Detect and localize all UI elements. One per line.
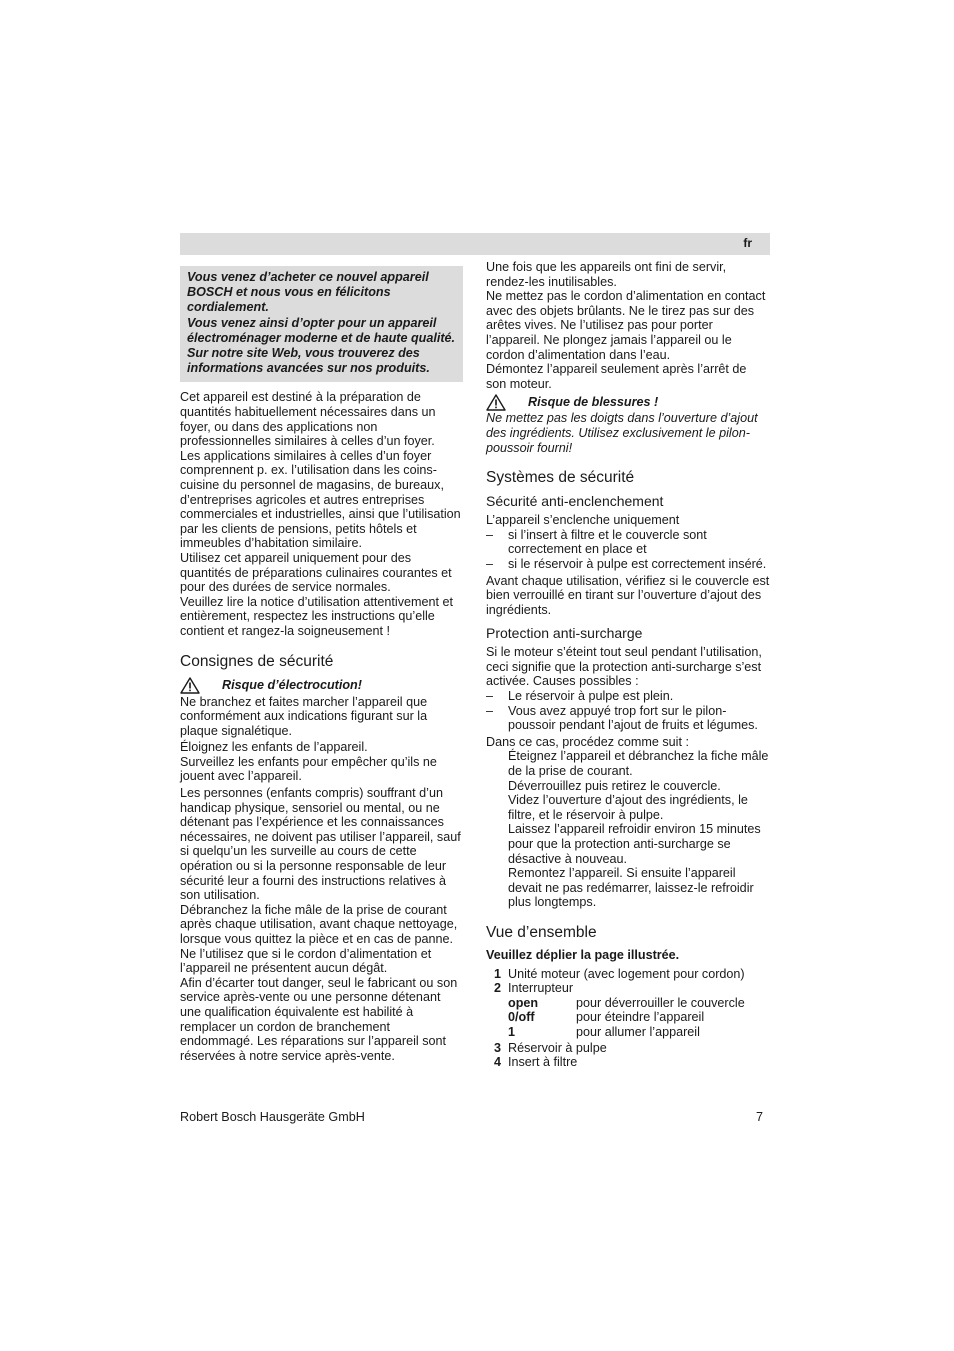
intro-paragraph-2: Vous venez ainsi d’opter pour un appareil électroménager moderne et de haute qualité. Sur notre site Web, vous trouverez des informations avancées sur nos produits. xyxy=(187,315,456,376)
usage-paragraph-3: Utilisez cet appareil uniquement pour des quantités de préparations culinaires courantes et pour des durées de service normales. xyxy=(180,550,452,595)
case-step: Laissez l’appareil refroidir environ 15 minutes pour que la protection anti-surcharge se désactive à nouveau. xyxy=(508,822,761,866)
usage-paragraph-4: Veuillez lire la notice d’utilisation attentivement et entièrement, respectez les instructions qu’elle contient et rangez-la soigneusement ! xyxy=(180,594,454,638)
switch-position-desc: pour éteindre l’appareil xyxy=(576,1010,705,1025)
safety-systems-heading: Systèmes de sécurité xyxy=(486,469,635,487)
switch-position-key: 0/off xyxy=(508,1010,535,1025)
cord-text: Ne mettez pas le cordon d’alimentation en contact avec des objets brûlants. Ne le tirez pas sur des arêtes vives. Ne l’utilisez pas pour porter l’appareil. Ne plongez jamais l’appareil ou le cordon d’alimentation dans l’eau. xyxy=(486,289,766,362)
left-column xyxy=(180,266,463,1063)
switch-position-desc: pour déverrouiller le couvercle xyxy=(576,995,745,1010)
disposal-text: Une fois que les appareils ont fini de servir, rendez-les inutilisables. xyxy=(486,260,727,289)
safety-text-5: Débranchez la fiche mâle de la prise de courant après chaque utilisation, avant chaque nettoyage, lorsque vous quittez la pièce et en cas de panne. xyxy=(180,902,458,947)
injury-warning-title: Risque de blessures ! xyxy=(528,395,659,410)
overload-heading: Protection anti-surcharge xyxy=(486,625,643,642)
parts-item-number: 1 xyxy=(493,966,501,981)
safety-text-6: Ne l’utilisez que si le cordon d’alimentation et l’appareil ne présentent aucun dégât. xyxy=(180,946,432,976)
case-step: Remontez l’appareil. Si ensuite l’appareil devait ne pas redémarrer, laissez-le refroidir plus longtemps. xyxy=(508,866,754,910)
switch-position-desc: pour allumer l’appareil xyxy=(576,1024,700,1039)
anti-start-intro: L’appareil s’enclenche uniquement xyxy=(486,513,680,528)
parts-item xyxy=(486,981,770,996)
list-item-text: Vous avez appuyé trop fort sur le pilon-poussoir pendant l’ajout de fruits et légumes. xyxy=(508,703,758,733)
safety-text-1: Ne branchez et faites marcher l’appareil que conformément aux indications figurant sur la plaque signalétique. xyxy=(180,694,428,738)
overload-intro: Si le moteur s’éteint tout seul pendant l’utilisation, ceci signifie que la protection anti-surcharge s’est activée. Causes possibles : xyxy=(486,645,762,689)
electrocution-warning-title: Risque d’électrocution! xyxy=(222,678,362,693)
intro-paragraph-1: Vous venez d’acheter ce nouvel appareil BOSCH et nous vous en félicitons cordialement. xyxy=(187,270,429,315)
case-step: Videz l’ouverture d’ajout des ingrédients, le filtre, et le réservoir à pulpe. xyxy=(508,793,748,822)
list-item: – si le réservoir à pulpe est correctement inséré. xyxy=(486,556,767,571)
language-code: fr xyxy=(743,236,752,250)
warning-triangle-icon xyxy=(180,677,200,694)
parts-item xyxy=(486,1041,770,1056)
parts-item xyxy=(486,1055,770,1070)
safety-text-3: Surveillez les enfants pour empêcher qu’ils ne jouent avec l’appareil. xyxy=(180,754,437,784)
injury-warning-text: Ne mettez pas les doigts dans l’ouverture d’ajout des ingrédients. Utilisez exclusivement le pilon-poussoir fourni! xyxy=(486,411,758,455)
case-intro: Dans ce cas, procédez comme suit : xyxy=(486,734,689,749)
safety-text-2: Éloignez les enfants de l’appareil. xyxy=(180,740,368,755)
dismantle-text: Démontez l’appareil seulement après l’arrêt de son moteur. xyxy=(486,362,747,391)
list-item-text: si l’insert à filtre et le couvercle sont correctement en place et xyxy=(508,527,707,557)
switch-position-key: 1 xyxy=(508,1024,516,1039)
injury-warning xyxy=(486,393,770,411)
switch-position xyxy=(486,996,770,1011)
electrocution-warning xyxy=(180,677,463,695)
parts-item-number: 4 xyxy=(493,1055,501,1070)
case-step: Éteignez l’appareil et débranchez la fiche mâle de la prise de courant. xyxy=(508,749,769,779)
overview-note: Veuillez déplier la page illustrée. xyxy=(486,947,680,962)
footer-company: Robert Bosch Hausgeräte GmbH xyxy=(180,1110,365,1124)
parts-item-label: Réservoir à pulpe xyxy=(508,1040,607,1055)
parts-item xyxy=(486,967,770,982)
parts-item-number: 3 xyxy=(493,1040,501,1055)
case-step: Déverrouillez puis retirez le couvercle. xyxy=(508,778,721,793)
parts-item-number: 2 xyxy=(493,981,501,996)
usage-paragraph-1: Cet appareil est destiné à la préparation de quantités habituellement nécessaires dans un foyer, ou dans des applications non professionnelles similaires à celles d’un foyer. xyxy=(180,390,436,449)
usage-paragraph-2: Les applications similaires à celles d’un foyer comprennent p. ex. l’utilisation dans les coins-cuisine du personnel de magasins, de bureaux, d’entreprises agricoles et autres entreprises commerciales et industrielles, ainsi que l’utilisation par les clients de pensions, petits hôtels et immeubles d’habitation similaire. xyxy=(180,448,461,551)
list-item: – si l’insert à filtre et le couvercle sont correctement en place et xyxy=(486,528,770,557)
intro-box xyxy=(180,266,463,382)
parts-item-label: Unité moteur (avec logement pour cordon) xyxy=(508,966,745,981)
switch-position xyxy=(486,1010,770,1025)
page-number: 7 xyxy=(756,1110,764,1124)
safety-text-7: Afin d’écarter tout danger, seul le fabricant ou son service après-vente ou une personne détenant une qualification équivalente est habilité à remplacer un cordon de branchement endommagé. Les réparations sur l’appareil sont réservées à notre service après-vente. xyxy=(180,975,458,1063)
anti-start-after: Avant chaque utilisation, vérifiez si le couvercle est bien verrouillé en tirant sur l’ouverture d’ajout des ingrédients. xyxy=(486,573,770,617)
right-column xyxy=(486,260,770,1070)
safety-text-4: Les personnes (enfants compris) souffrant d’un handicap physique, sensoriel ou mental, ou ne détenant pas l’expérience et les connaissances nécessaires, ne doivent pas utiliser l’appareil, sauf si quelqu’un les surveille au cours de cette opération ou si la personne responsable de leur sécurité leur a fourni des instructions relatives à son utilisation. xyxy=(180,786,461,903)
parts-item-label: Insert à filtre xyxy=(508,1055,578,1070)
list-item-text: Le réservoir à pulpe est plein. xyxy=(508,689,674,704)
language-bar xyxy=(180,233,770,255)
list-item: – Vous avez appuyé trop fort sur le pilon-poussoir pendant l’ajout de fruits et légumes. xyxy=(486,704,770,733)
list-item-text: si le réservoir à pulpe est correctement inséré. xyxy=(508,556,767,571)
overview-heading: Vue d’ensemble xyxy=(486,923,597,941)
parts-item-label: Interrupteur xyxy=(508,981,574,996)
anti-start-heading: Sécurité anti-enclenchement xyxy=(486,493,664,510)
safety-heading: Consignes de sécurité xyxy=(180,652,334,670)
switch-position xyxy=(486,1025,770,1040)
list-item: – Le réservoir à pulpe est plein. xyxy=(486,689,674,704)
warning-triangle-icon xyxy=(486,394,506,411)
switch-position-key: open xyxy=(508,995,539,1010)
